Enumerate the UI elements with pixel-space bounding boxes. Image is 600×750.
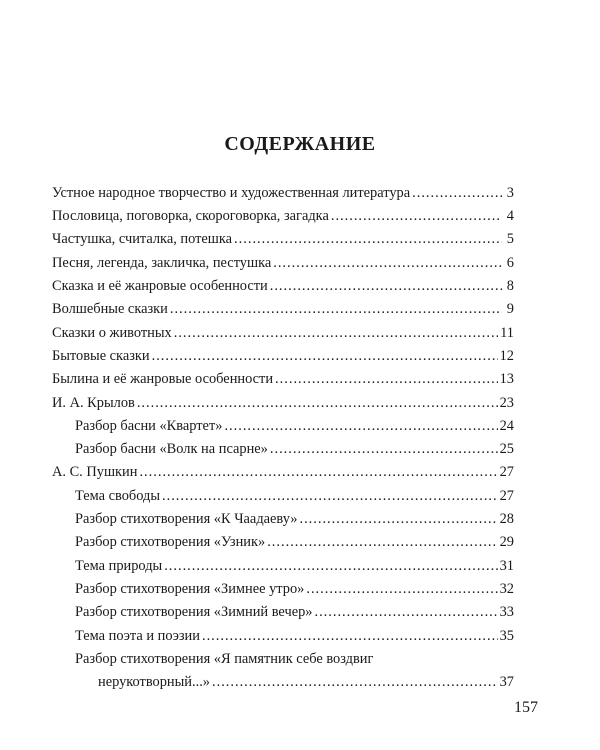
toc-subentry [52,526,514,549]
toc-entry-label: Устное народное творчество и художественная литература [52,184,411,201]
toc-entry-page: 31 [499,557,514,574]
toc-entry-page: 28 [499,511,514,528]
toc-leader [139,465,497,479]
toc-entry-label: Песня, легенда, закличка, пестушка [52,254,272,271]
toc-entry-page: 37 [499,674,514,691]
toc-entry-label: И. А. Крылов [52,394,135,411]
toc-leader [174,326,498,340]
toc-subentry [52,410,514,433]
toc-entry-page: 27 [499,487,514,504]
toc-leader [331,209,502,223]
toc-leader [267,535,497,549]
toc-entry-label: Разбор стихотворения «Зимний вечер» [75,604,313,621]
toc-leader [152,349,498,363]
toc-entry [52,317,514,340]
toc-entry-page: 9 [506,301,514,318]
toc-entry-label: Тема поэта и поэзии [75,627,200,644]
toc-entry-label: Былина и её жанровые особенности [52,371,274,388]
toc-subentry [52,480,514,503]
toc-leader [162,489,498,503]
toc-entry [52,177,514,200]
toc-entry [52,200,514,223]
toc-entry [52,224,514,247]
toc-entry-label: Частушка, считалка, потешка [52,231,233,248]
toc-leader [224,419,497,433]
toc-subentry-line2 [52,666,514,689]
toc-entry-page: 4 [506,208,514,225]
toc-subentry [52,550,514,573]
toc-subentry [52,596,514,619]
toc-entry-label: Бытовые сказки [52,347,150,364]
toc-entry-page: 23 [499,394,514,411]
toc-entry-page: 33 [499,604,514,621]
toc-entry-page: 11 [500,324,514,341]
toc-subentry [52,620,514,643]
toc-leader [234,232,502,246]
toc-leader [306,582,497,596]
toc-leader [170,302,502,316]
toc-leader [270,279,502,293]
toc-entry-label: Тема свободы [75,487,160,504]
toc-entry-page: 8 [506,278,514,295]
toc-entry [52,247,514,270]
toc-entry [52,270,514,293]
toc-entry-page: 24 [499,417,514,434]
toc-leader [314,605,497,619]
toc-entry-page: 27 [499,464,514,481]
toc-entry-label: Разбор стихотворения «Зимнее утро» [75,580,305,597]
toc-entry-label: А. С. Пушкин [52,464,138,481]
page-number: 157 [514,699,538,716]
toc-entry-label: Волшебные сказки [52,301,168,318]
toc-entry-page: 6 [506,254,514,271]
toc-subentry [52,433,514,456]
toc-entry-label: Разбор басни «Волк на псарне» [75,441,268,458]
toc-entry-label: Сказка и её жанровые особенности [52,278,268,295]
toc-entry-page: 3 [506,184,514,201]
toc-entry-page: 13 [499,371,514,388]
toc-entry [52,293,514,316]
toc-leader [412,186,502,200]
toc-entry-page: 12 [499,347,514,364]
toc-entry-label: Разбор стихотворения «Узник» [75,534,266,551]
toc-entry-page: 5 [506,231,514,248]
toc-entry-page: 35 [499,627,514,644]
toc-entry [52,387,514,410]
toc-leader [270,442,498,456]
toc-leader [212,675,498,689]
toc-entry-label: Сказки о животных [52,324,172,341]
toc-entry-label: Разбор стихотворения «К Чаадаеву» [75,511,298,528]
toc-leader [299,512,497,526]
toc-leader [164,559,497,573]
toc-leader [202,629,498,643]
toc-entry [52,457,514,480]
table-of-contents [52,177,514,690]
toc-entry-label: Пословица, поговорка, скороговорка, загадка [52,208,329,225]
toc-subentry-line1 [52,643,514,666]
toc-leader [137,396,498,410]
toc-entry-label: Разбор басни «Квартет» [75,417,223,434]
toc-subentry [52,503,514,526]
toc-leader [273,256,502,270]
toc-entry [52,363,514,386]
toc-leader [275,372,498,386]
toc-entry [52,340,514,363]
toc-entry-page: 29 [499,534,514,551]
toc-entry-label: Разбор стихотворения «Я памятник себе воздвиг [75,650,374,667]
page-title: СОДЕРЖАНИЕ [224,133,376,155]
toc-entry-label: Тема природы [75,557,163,574]
toc-entry-page: 25 [499,441,514,458]
toc-entry-page: 32 [499,580,514,597]
toc-subentry [52,573,514,596]
toc-entry-label: нерукотворный...» [98,674,210,691]
